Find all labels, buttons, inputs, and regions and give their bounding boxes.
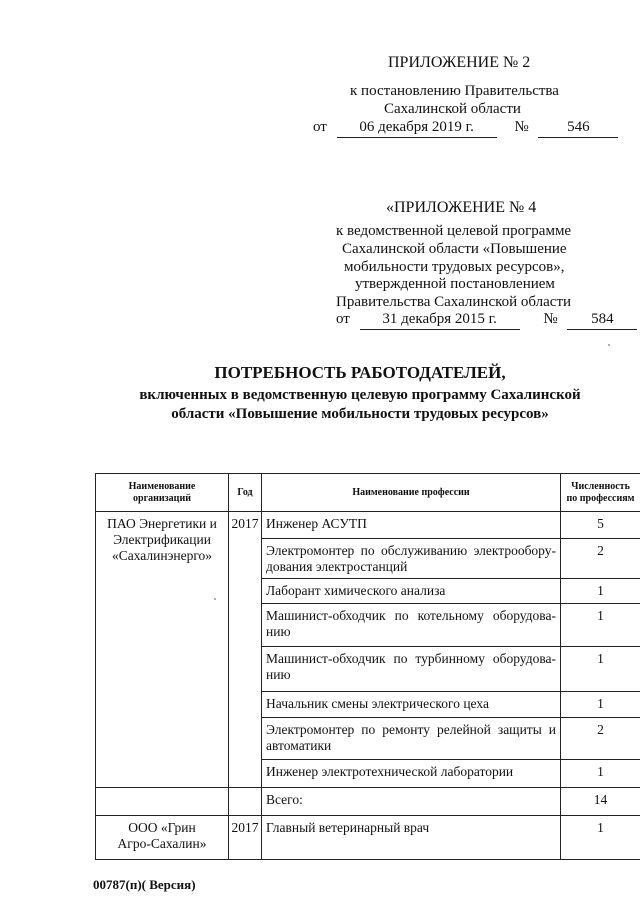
approval4-no-label: № [543,311,558,327]
profession-cell: Лаборант химического анализа [262,579,561,604]
header-profession: Наименование профессии [262,474,561,512]
table-header-row [96,474,640,512]
total-label: Всего: [262,788,561,816]
header-org-line1: Наименование [128,480,196,492]
header-count-line1: Численность [571,480,630,492]
year-cell-empty [229,788,262,816]
approval4-title: «ПРИЛОЖЕНИЕ № 4 [386,199,537,216]
year-cell: 2017 [229,512,262,788]
document-subtitle-line2: области «Повышение мобильности трудовых ресурсов» [171,406,549,422]
approval2-no-label: № [514,119,529,135]
count-cell: 1 [561,760,640,788]
count-cell: 1 [561,604,640,647]
header-org [96,474,229,512]
org-cell: ООО «Грин Агро-Сахалин» [96,816,229,860]
approval4-line3: мобильности трудовых ресурсов», [344,259,565,275]
header-year: Год [229,474,262,512]
approval4-line5: Правительства Сахалинской области [336,294,572,310]
year-cell: 2017 [229,816,262,860]
approval4-line1: к ведомственной целевой программе [336,223,572,239]
document-title: ПОТРЕБНОСТЬ РАБОТОДАТЕЛЕЙ, [214,363,506,382]
approval2-date: 06 декабря 2019 г. [337,118,497,138]
profession-cell: Электромонтер по обслуживанию электрообору-дования электростанций [262,539,561,579]
approval4-line4: утвержденной постановлением [355,276,555,292]
profession-cell: Инженер АСУТП [262,512,561,539]
count-cell: 1 [561,816,640,860]
count-cell: 5 [561,512,640,539]
approval4-number: 584 [567,310,637,330]
count-cell: 1 [561,647,640,692]
employers-table [95,473,640,860]
approval2-number: 546 [538,118,618,138]
count-cell: 1 [561,579,640,604]
profession-cell: Начальник смены электрического цеха [262,692,561,718]
header-count [561,474,640,512]
count-cell: 2 [561,539,640,579]
header-count-line2: по профессиям [566,492,635,504]
profession-cell: Электромонтер по ремонту релейной защиты и автоматики [262,718,561,760]
table-row [96,816,640,860]
approval4-line2: Сахалинской области «Повышение [342,241,567,257]
header-org-line2: организаций [133,492,191,504]
approval4-date-line [336,310,637,330]
approval4-date: 31 декабря 2015 г. [360,310,520,330]
document-subtitle-line1: включенных в ведомственную целевую программу Сахалинской [139,387,581,403]
scan-speck [214,598,216,600]
count-cell: 1 [561,692,640,718]
approval2-date-line [313,118,618,138]
approval2-line1: к постановлению Правительства [350,83,559,99]
approval2-line2: Сахалинской области [384,101,521,117]
approval2-title: ПРИЛОЖЕНИЕ № 2 [388,54,531,71]
table-row [96,512,640,539]
document-footer-code: 00787(п)( Версия) [93,877,196,892]
profession-cell: Инженер электротехнической лаборатории [262,760,561,788]
count-cell: 2 [561,718,640,760]
approval4-from-label: от [336,311,350,327]
table-total-row [96,788,640,816]
org-cell: ПАО Энергетики и Электрификации «Сахалинэнерго» [96,512,229,788]
total-count: 14 [561,788,640,816]
approval2-from-label: от [313,119,327,135]
profession-cell: Машинист-обходчик по котельному оборудова-нию [262,604,561,647]
org-cell-empty [96,788,229,816]
scan-speck [608,344,610,346]
profession-cell: Машинист-обходчик по турбинному оборудова-нию [262,647,561,692]
profession-cell: Главный ветеринарный врач [262,816,561,860]
